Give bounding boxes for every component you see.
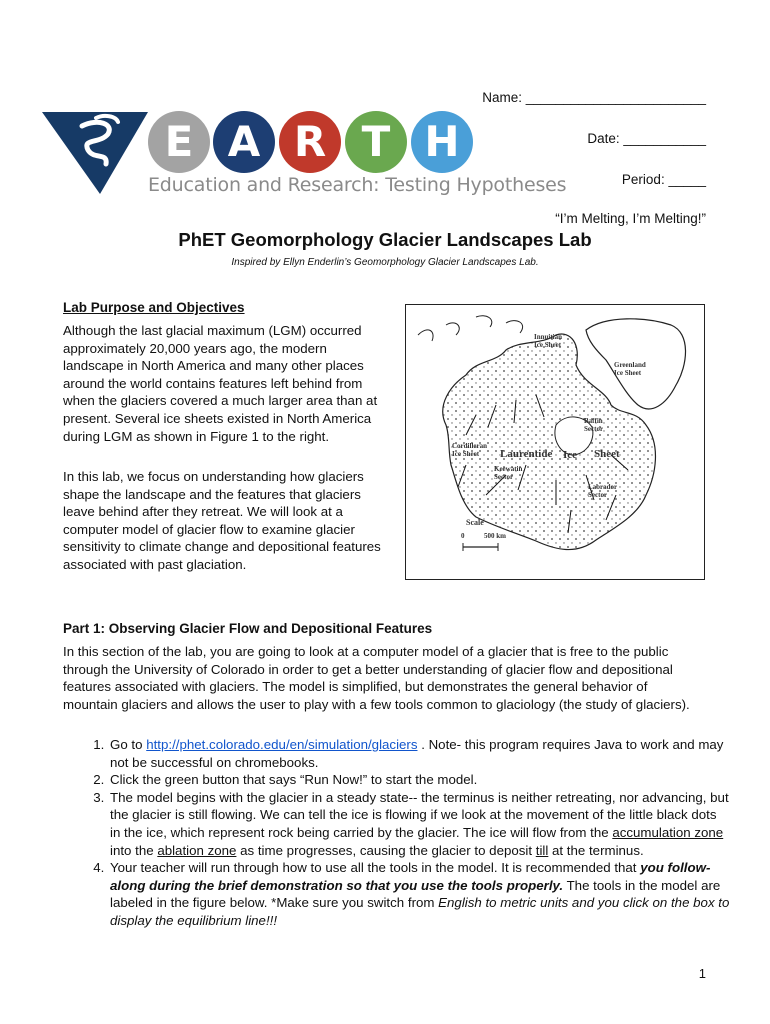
quote-text: “I’m Melting, I’m Melting!” [555,211,706,226]
period-field: Period: _____ [621,172,706,187]
map-label-greenland: Greenland Ice Sheet [614,361,646,377]
map-label-innuitian: Innuitian Ice Sheet [534,333,563,349]
map-label-ice: Ice [563,449,578,461]
logo-letter-r: R [279,111,341,173]
logo-letter-e: E [148,111,210,173]
map-label-scale: Scale [466,518,484,527]
purpose-heading: Lab Purpose and Objectives [63,300,245,315]
logo-tagline: Education and Research: Testing Hypotheses [148,174,567,196]
map-label-scale-km: 500 km [484,532,506,540]
step3-text-2: into the [110,842,158,858]
ablation-zone-term: ablation zone [157,842,237,858]
accumulation-zone-term: accumulation zone [612,824,724,840]
date-field: Date: ___________ [587,131,706,146]
step3-text-3: as time progresses, causing the glacier to deposit [236,842,536,858]
step4-text: Your teacher will run through how to use all the tools in the model. It is recommended that [110,860,641,876]
step1-note: . Note- this program requires Java to work and may not be successful on chromebooks. [110,737,724,770]
logo-triangle-icon [42,112,148,194]
step3-text: The model begins with the glacier in a steady state-- the terminus is neither retreating, nor advancing, but the glacier is still flowing. We can tell the ice is flowing if we look at the movement of the little black dots in the ice, which represent rock being carried by the glacier. The ice will flow from the [110,789,729,840]
step4-italic: English to metric units and you click on the box to display the equilibrium line!!! [110,895,730,928]
step1-text: Go to [110,737,147,752]
map-label-sheet: Sheet [594,448,620,460]
map-label-cordilleran: Cordilleran Ice Sheet [452,442,487,458]
purpose-paragraph-1: Although the last glacial maximum (LGM) occurred approximately 20,000 years ago, the modern landscape in North America and many other places around the world contains features left behind from when the glaciers covered a much larger area than at present. Several ice sheets existed in North America during LGM as shown in Figure 1 to the right. [63,323,378,444]
instruction-list [82,736,730,930]
ice-sheet-map-figure [405,304,705,580]
logo-letter-a: A [213,111,275,173]
map-label-scale-zero: 0 [461,532,465,540]
map-label-labrador: Labrador Sector [588,483,618,499]
step2-text: Click the green button that says “Run Now!” to start the model. [110,772,478,788]
step4-text-2: The tools in the model are labeled in the figure below. *Make sure you switch from [110,877,721,911]
map-label-laurentide: Laurentide [500,448,553,460]
logo-letter-t: T [345,111,407,173]
till-term: till [535,842,549,858]
page-number: 1 [698,966,706,981]
part1-heading: Part 1: Observing Glacier Flow and Depositional Features [63,621,433,636]
phet-simulation-link[interactable]: http://phet.colorado.edu/en/simulation/glaciers [146,737,418,752]
map-label-baffin: Baffin Sector [584,417,604,433]
step4-emphasis: you follow-along during the brief demonstration so that you use the tools properly. [110,860,711,893]
part1-intro: In this section of the lab, you are going to look at a computer model of a glacier that is free to the public through the University of Colorado in order to get a better understanding of glacier flow and depositional features associated with glaciers. The model is simplified, but demonstrates the general behavior of mountain glaciers and allows the user to play with a few tools common to glaciology (the study of glaciers). [63,644,690,712]
page-title: PhET Geomorphology Glacier Landscapes Lab [178,229,592,250]
page-subtitle: Inspired by Ellyn Enderlin’s Geomorphology Glacier Landscapes Lab. [231,257,539,268]
name-field: Name: ________________________ [482,90,706,105]
list-item [108,736,730,771]
list-item [108,771,730,789]
logo-letter-h: H [411,111,473,173]
map-label-keewatin: Keewatin Sector [494,465,523,481]
list-item [108,859,730,929]
purpose-paragraph-2: In this lab, we focus on understanding how glaciers shape the landscape and the features that glaciers leave behind after they retreat. We will look at a computer model of glacier flow to examine glacier sensitivity to climate change and depositional features associated with past glaciation. [63,469,381,572]
list-item [108,789,730,859]
step3-text-4: at the terminus. [548,842,644,858]
